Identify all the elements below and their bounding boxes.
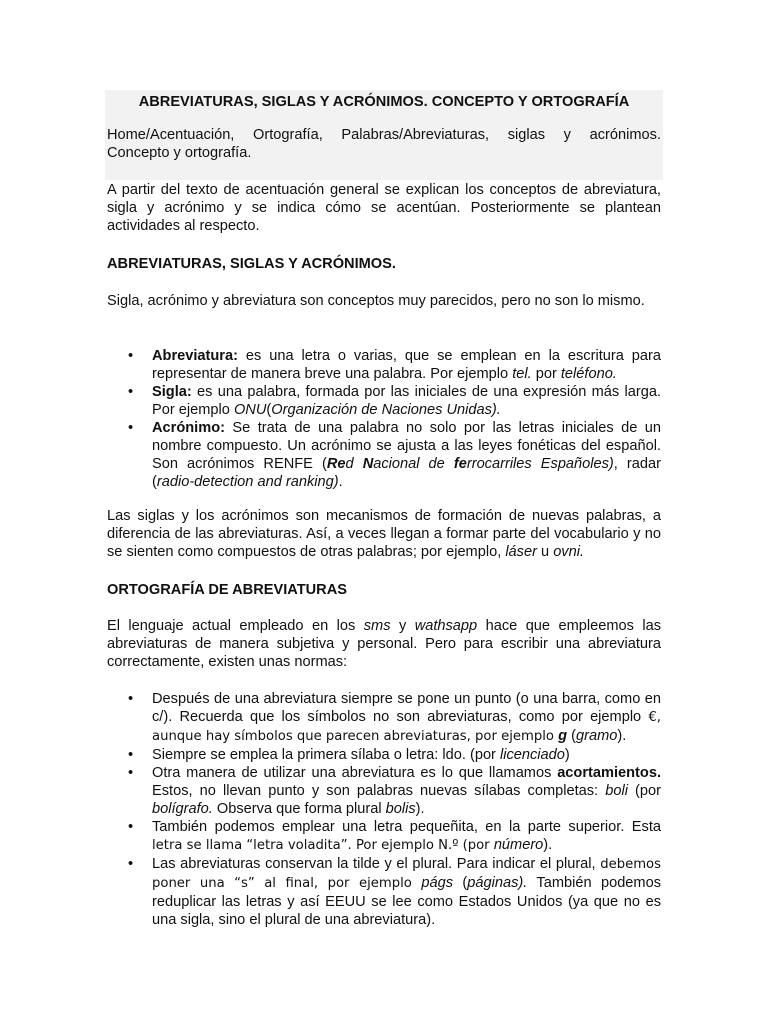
def-text: Se trata de una palabra no solo por las letras iniciales de un nombre compuesto. Un acrónimo se ajusta a las leyes fonéticas del español. Son acrónimos RENFE ( [152, 420, 661, 472]
example-text: págs [421, 875, 453, 891]
example-text: wathsapp [414, 618, 478, 634]
list-item-rule-silaba [107, 746, 661, 764]
def-text: , radar ( [152, 456, 661, 490]
example-text: boli [605, 783, 628, 799]
list-item-abreviatura [107, 347, 661, 383]
paragraph-concepts: Sigla, acrónimo y abreviatura son conceptos muy parecidos, pero no son lo mismo. [107, 293, 645, 309]
def-text: ( [266, 402, 272, 418]
example-text: acional de [373, 456, 454, 472]
example-text: Re [326, 456, 346, 472]
paragraph-text: hace que empleemos las abreviaturas de manera subjetiva y personal. Pero para escribir una abreviatura correctamente, existen unas normas: [107, 618, 662, 670]
list-item-rule-acortamientos [107, 764, 661, 818]
term-acortamientos: acortamientos. [557, 765, 661, 781]
rules-list [107, 690, 661, 929]
example-text: rrocarriles Españoles) [466, 456, 614, 472]
rule-text: (por [627, 783, 661, 799]
rule-text: ). [415, 801, 425, 817]
def-text: es una letra o varias, que se emplean en la escritura para representar de manera breve una palabra. Por ejemplo [152, 348, 661, 382]
rule-text: También podemos reduplicar las letras y así EEUU se lee como Estados Unidos (ya que no es una sigla, sino el plural de una abreviatura). [152, 875, 661, 928]
list-item-sigla [107, 383, 661, 419]
paragraph-text: El lenguaje actual empleado en los [107, 618, 364, 634]
example-text: radio-detection and ranking) [156, 474, 339, 490]
rule-text: letra se llama “letra voladita”. Por ejemplo N.º (por [152, 838, 494, 853]
list-item-acronimo [107, 419, 661, 491]
rule-text: También podemos emplear una letra pequeñita, en la parte superior. Esta [152, 819, 661, 835]
rule-text: Estos, no llevan punto y son palabras nuevas sílabas completas: [152, 783, 606, 799]
example-text: sms [363, 618, 391, 634]
paragraph-lenguaje-actual [107, 617, 661, 671]
example-text: fe [453, 456, 467, 472]
rule-text: Observa que forma plural [212, 801, 386, 817]
section-heading-ortografia: ORTOGRAFÍA DE ABREVIATURAS [107, 582, 347, 598]
example-text: páginas). [467, 875, 528, 891]
definitions-list [107, 347, 661, 491]
rule-text: Las abreviaturas conservan la tilde y el plural. Para indicar el plural, [152, 856, 601, 872]
example-text: N [362, 456, 374, 472]
rule-text: ). [543, 837, 553, 853]
def-text: . [338, 474, 343, 490]
paragraph-siglas-acronimos [107, 507, 661, 561]
intro-paragraph: A partir del texto de acentuación general se explican los conceptos de abreviatura, sigla y acrónimo y se indica cómo se acentúan. Posteriormente se plantean actividades al respecto. [107, 182, 661, 234]
rule-text: ( [453, 875, 468, 891]
def-text: por [531, 366, 561, 382]
rule-text: €, aunque hay símbolos que parecen abreviaturas, por ejemplo [152, 710, 661, 744]
rule-text: ( [567, 728, 576, 744]
term-acronimo: Acrónimo: [152, 420, 225, 436]
rule-text: Siempre se emplea la primera sílaba o letra: ldo. (por [152, 747, 500, 763]
paragraph-text: u [536, 544, 554, 560]
example-text: láser [505, 544, 537, 560]
example-text: ovni. [553, 544, 585, 560]
list-item-rule-punto [107, 690, 661, 746]
rule-text: debemos poner una “s” al final, por ejemplo [152, 857, 661, 891]
breadcrumb [107, 126, 661, 162]
rule-text: Después de una abreviatura siempre se pone un punto (o una barra, como en c/). Recuerda que los símbolos no son abreviaturas, como por ejemplo [152, 691, 661, 725]
rule-text: ). [617, 728, 627, 744]
example-text: licenciado [499, 747, 565, 763]
breadcrumb-line-1: Home/Acentuación, Ortografía, Palabras/Abreviaturas, siglas y acrónimos. [107, 127, 661, 143]
example-text: tel. [512, 366, 532, 382]
list-item-rule-plural [107, 855, 661, 929]
example-text: ONU [233, 402, 267, 418]
rule-text: Otra manera de utilizar una abreviatura es lo que llamamos [152, 765, 558, 781]
example-text: gramo [576, 728, 618, 744]
paragraph-text: Las siglas y los acrónimos son mecanismos de formación de nuevas palabras, a diferencia de las abreviaturas. Así, a veces llegan a formar parte del vocabulario y no se sienten como compuestos de otras palabras; por ejemplo, [107, 508, 661, 560]
def-text: es una palabra, formada por las iniciales de una expresión más larga. Por ejemplo [152, 384, 661, 418]
example-text: d [345, 456, 363, 472]
term-sigla: Sigla: [152, 384, 192, 400]
example-text: bolis [385, 801, 416, 817]
page-title: ABREVIATURAS, SIGLAS Y ACRÓNIMOS. CONCEPTO Y ORTOGRAFÍA [138, 94, 630, 110]
paragraph-text: y [390, 618, 415, 634]
example-text: bolígrafo. [152, 801, 213, 817]
breadcrumb-line-2: Concepto y ortografía. [107, 145, 252, 161]
list-item-rule-voladita [107, 818, 661, 855]
term-abreviatura: Abreviatura: [152, 348, 238, 364]
section-heading-abreviaturas: ABREVIATURAS, SIGLAS Y ACRÓNIMOS. [107, 256, 396, 272]
rule-text: ) [564, 747, 570, 763]
example-text: número [493, 837, 544, 853]
example-text: teléfono. [560, 366, 617, 382]
example-text: Organización de Naciones Unidas). [271, 402, 501, 418]
example-text: g [558, 728, 568, 744]
